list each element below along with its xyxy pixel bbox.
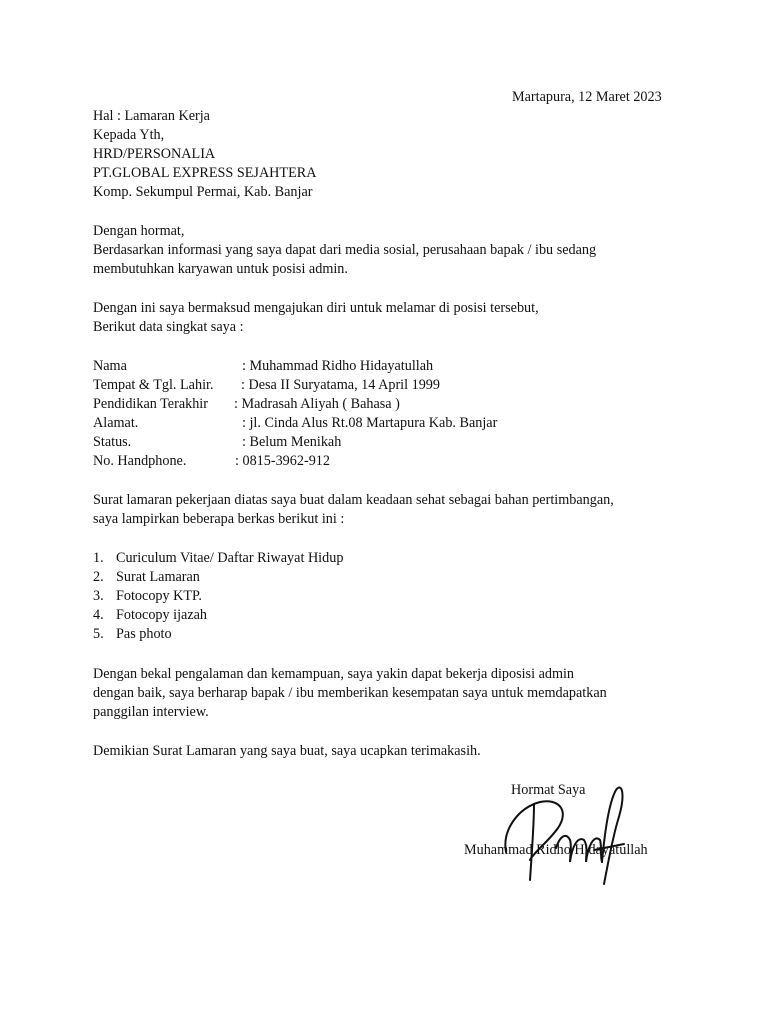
attachment-item: Fotocopy ijazah: [116, 607, 208, 623]
statement-line-2: saya lampirkan beberapa berkas berikut ini :: [93, 511, 345, 527]
attachment-item: Surat Lamaran: [116, 569, 200, 585]
apply-line-1: Dengan ini saya bermaksud mengajukan diri untuk melamar di posisi tersebut,: [93, 300, 539, 316]
detail-label-name: Nama: [93, 358, 127, 374]
detail-value-status: : Belum Menikah: [242, 434, 342, 450]
greeting: Dengan hormat,: [93, 223, 185, 239]
detail-label-status: Status.: [93, 434, 132, 450]
closing-line-3: panggilan interview.: [93, 704, 209, 720]
signatory-name: Muhammad Ridho Hidayatullah: [464, 842, 648, 858]
attachment-number: 4.: [93, 607, 104, 623]
closing-line-2: dengan baik, saya berharap bapak / ibu memberikan kesempatan saya untuk memdapatkan: [93, 685, 607, 701]
apply-line-2: Berikut data singkat saya :: [93, 319, 244, 335]
recipient-line-4: Komp. Sekumpul Permai, Kab. Banjar: [93, 184, 313, 200]
detail-label-education: Pendidikan Terakhir: [93, 396, 208, 412]
detail-label-birth: Tempat & Tgl. Lahir.: [93, 377, 214, 393]
intro-line-2: membutuhkan karyawan untuk posisi admin.: [93, 261, 348, 277]
attachment-number: 1.: [93, 550, 104, 566]
statement-line-1: Surat lamaran pekerjaan diatas saya buat dalam keadaan sehat sebagai bahan pertimbangan,: [93, 492, 614, 508]
letter-date: Martapura, 12 Maret 2023: [512, 89, 662, 105]
detail-label-address: Alamat.: [93, 415, 139, 431]
recipient-line-2: HRD/PERSONALIA: [93, 146, 216, 162]
detail-label-phone: No. Handphone.: [93, 453, 187, 469]
detail-value-phone: : 0815-3962-912: [235, 453, 330, 469]
handwritten-signature: [500, 780, 630, 890]
recipient-line-1: Kepada Yth,: [93, 127, 165, 143]
attachment-number: 5.: [93, 626, 104, 642]
attachment-item: Pas photo: [116, 626, 172, 642]
detail-value-name: : Muhammad Ridho Hidayatullah: [242, 358, 434, 374]
detail-value-birth: : Desa II Suryatama, 14 April 1999: [241, 377, 440, 393]
letter-subject: Hal : Lamaran Kerja: [93, 108, 210, 124]
detail-value-education: : Madrasah Aliyah ( Bahasa ): [234, 396, 400, 412]
attachment-number: 3.: [93, 588, 104, 604]
attachment-number: 2.: [93, 569, 104, 585]
attachment-item: Fotocopy KTP.: [116, 588, 202, 604]
intro-line-1: Berdasarkan informasi yang saya dapat dari media sosial, perusahaan bapak / ibu sedang: [93, 242, 597, 258]
closing-line-1: Dengan bekal pengalaman dan kemampuan, saya yakin dapat bekerja diposisi admin: [93, 666, 575, 682]
recipient-line-3: PT.GLOBAL EXPRESS SEJAHTERA: [93, 165, 317, 181]
detail-value-address: : jl. Cinda Alus Rt.08 Martapura Kab. Banjar: [242, 415, 498, 431]
sign-off: Hormat Saya: [511, 782, 586, 798]
attachment-item: Curiculum Vitae/ Daftar Riwayat Hidup: [116, 550, 344, 566]
thanks-line: Demikian Surat Lamaran yang saya buat, saya ucapkan terimakasih.: [93, 743, 481, 759]
